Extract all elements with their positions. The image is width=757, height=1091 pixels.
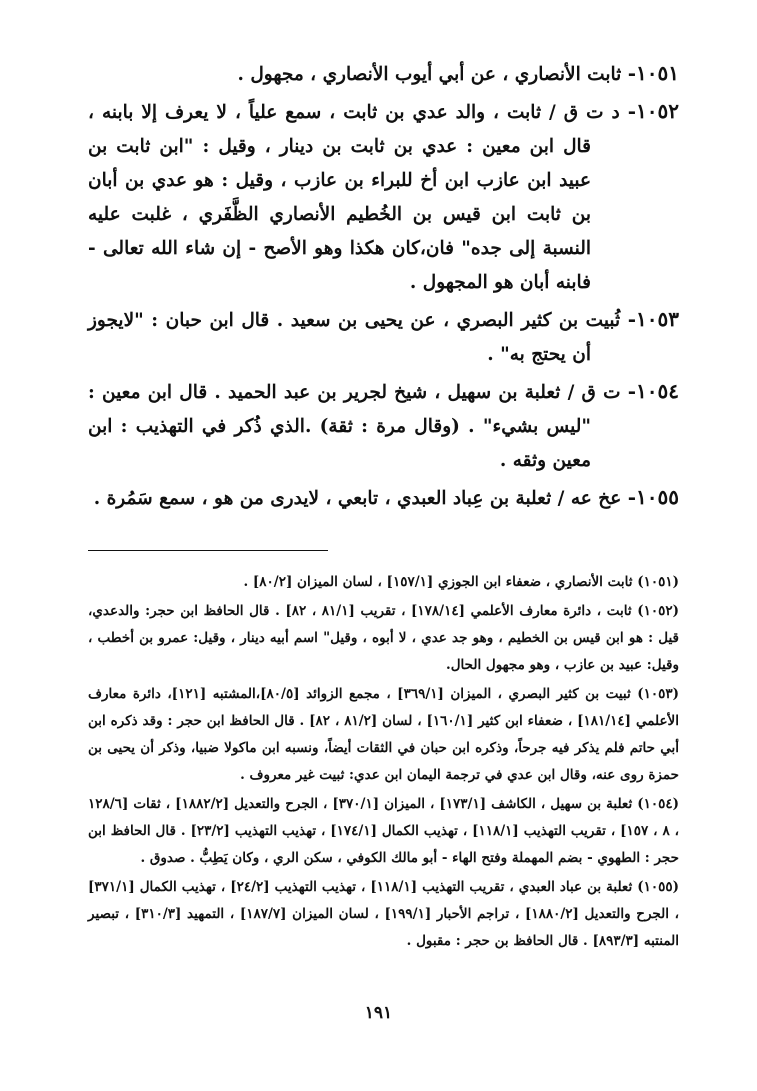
entry-1054: [88, 374, 679, 478]
entry-number: ١٠٥١-: [627, 61, 679, 85]
page-number: ١٩١: [364, 1003, 393, 1023]
entry-1051: [88, 56, 679, 92]
entry-number: ١٠٥٣-: [627, 307, 679, 331]
footnote-divider: [88, 550, 328, 551]
entry-number: ١٠٥٥-: [627, 485, 679, 509]
entry-text: عخ عه / ثعلبة بن عِباد العبدي ، تابعي ، لايدرى من هو ، سمع سَمُرة .: [93, 488, 622, 509]
entry-number: ١٠٥٤-: [627, 379, 679, 403]
footnote-1053: (١٠٥٣) ثبيت بن كثير البصري ، الميزان [٣٦٩/١] ، مجمع الزوائد [٨٠/٥]،المشتبه [١٢١]، دائرة معارف الأعلمي [١٨١/١٤] ، ضعفاء ابن كثير [١٦٠/١] ، لسان [٨١/٢ ، ٨٢] . قال الحافظ ابن حجر : وقد ذكره ابن أبي حاتم فلم يذكر فيه جرحاً، وذكره ابن حبان في الثقات أيضاً، ونسبه ابن ماكولا ضبيا، وذكر أن يحيى بن حمزة روى عنه، وقال ابن عدي في ترجمة اليمان ابن عدي: ثبيت غير معروف .: [88, 686, 680, 783]
footnote-1052: (١٠٥٢) ثابت ، دائرة معارف الأعلمي [١٧٨/١٤] ، تقريب [٨١/١ ، ٨٢] . قال الحافظ ابن حجر: والدعدي، قيل : هو ابن قيس بن الخطيم ، وهو جد عدي ، لا أبوه ، وقيل" اسم أبيه دينار ، وقيل: عمرو بن أخطب ، وقيل: عبيد بن عازب ، وهو مجهول الحال.: [88, 603, 679, 673]
footnote-1055: (١٠٥٥) ثعلبة بن عباد العبدي ، تقريب التهذيب [١١٨/١] ، تهذيب التهذيب [٢٤/٢] ، تهذيب الكمال [٣٧١/١] ، الجرح والتعديل [١٨٨٠/٢] ، تراجم الأحبار [١٩٩/١] ، لسان الميزان [١٨٧/٧] ، التمهيد [٣١٠/٣] ، تبصير المنتبه [٨٩٣/٣] . قال الحافظ بن حجر : مقبول .: [88, 879, 679, 949]
entry-number: ١٠٥٢-: [627, 99, 679, 123]
footnote-1051: (١٠٥١) ثابت الأنصاري ، ضعفاء ابن الجوزي [١٥٧/١] ، لسان الميزان [٨٠/٢] .: [243, 574, 679, 590]
footnote-1054: (١٠٥٤) ثعلبة بن سهيل ، الكاشف [١٧٣/١] ، الميزان [٣٧٠/١] ، الجرح والتعديل [١٨٨٢/٢] ، ثقات [١٢٨/٦ ، ٨ ، ١٥٧] ، تقريب التهذيب [١١٨/١] ، تهذيب الكمال [١٧٤/١] ، تهذيب التهذيب [٢٣/٢] . قال الحافظ ابن حجر : الطهوي - بضم المهملة وفتح الهاء - أبو مالك الكوفي ، سكن الري ، وكان يَطِبُّ . صدوق .: [88, 796, 680, 866]
entry-1052: [88, 94, 679, 300]
entry-1053: [88, 302, 679, 372]
entry-1055: [88, 480, 679, 516]
entry-text: د ت ق / ثابت ، والد عدي بن ثابت ، سمع علياً ، لا يعرف إلا بابنه ، قال ابن معين : عدي بن ثابت بن دينار ، وقيل : "ابن ثابت بن عبيد ابن عازب ابن أخ للبراء بن عازب ، وقيل : هو عدي بن أبان بن ثابت ابن قيس بن الخُطيم الأنصاري الظَّفَري ، غلبت عليه النسبة إلى جده" فان،كان هكذا وهو الأصح - إن شاء الله تعالى - فابنه أبان هو المجهول .: [88, 102, 620, 293]
entry-text: ت ق / ثعلبة بن سهيل ، شيخ لجرير بن عبد الحميد . قال ابن معين : "ليس بشيء" . (وقال مرة : ثقة) .الذي ذُكر في التهذيب : ابن معين وثقه .: [88, 382, 621, 471]
entry-text: ثابت الأنصاري ، عن أبي أيوب الأنصاري ، مجهول .: [237, 64, 622, 85]
footnotes-section: [88, 569, 679, 955]
entries-section: [88, 56, 679, 516]
entry-text: ثُبيت بن كثير البصري ، عن يحيى بن سعيد . قال ابن حبان : "لايجوز أن يحتج به" .: [88, 310, 621, 365]
